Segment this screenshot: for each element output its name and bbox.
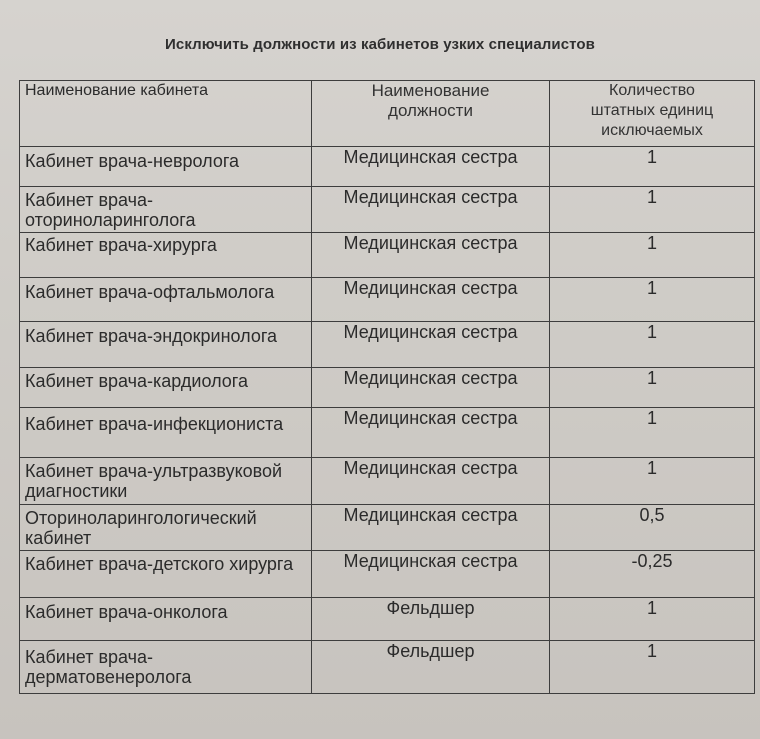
- cell-office: Кабинет врача-хирурга: [20, 233, 312, 278]
- cell-office: Кабинет врача-офтальмолога: [20, 278, 312, 322]
- cell-position: Медицинская сестра: [312, 408, 550, 458]
- cell-office: Кабинет врача-эндокринолога: [20, 322, 312, 368]
- header-count-line-2: штатных единиц: [590, 102, 714, 119]
- cell-count: 1: [550, 322, 755, 368]
- cell-office: Оториноларингологический кабинет: [20, 505, 312, 551]
- table-row: [20, 505, 755, 551]
- cell-count: 1: [550, 368, 755, 408]
- table-row: [20, 278, 755, 322]
- cell-count: 1: [550, 641, 755, 694]
- cell-office: Кабинет врача-ультразвуковой диагностики: [20, 458, 312, 505]
- cell-count: 1: [550, 598, 755, 641]
- table-row: [20, 458, 755, 505]
- cell-position: Фельдшер: [312, 641, 550, 694]
- header-office-name: Наименование кабинета: [20, 81, 312, 147]
- staff-table: [19, 80, 755, 694]
- table-header-row: [20, 81, 755, 147]
- cell-count: -0,25: [550, 551, 755, 598]
- cell-office: Кабинет врача-оториноларинголога: [20, 187, 312, 233]
- cell-position: Медицинская сестра: [312, 278, 550, 322]
- cell-position: Медицинская сестра: [312, 147, 550, 187]
- document-title: Исключить должности из кабинетов узких специалистов: [165, 36, 595, 53]
- cell-position: Медицинская сестра: [312, 368, 550, 408]
- cell-count: 1: [550, 408, 755, 458]
- table-row: [20, 641, 755, 694]
- table-row: [20, 322, 755, 368]
- header-position-line-1: Наименование: [371, 81, 490, 100]
- cell-count: 1: [550, 187, 755, 233]
- header-count-line-3: исключаемых: [601, 122, 703, 139]
- table-row: [20, 187, 755, 233]
- cell-position: Медицинская сестра: [312, 233, 550, 278]
- cell-office: Кабинет врача-онколога: [20, 598, 312, 641]
- cell-office: Кабинет врача-дерматовенеролога: [20, 641, 312, 694]
- header-staff-count: [550, 81, 755, 147]
- cell-count: 1: [550, 278, 755, 322]
- cell-office: Кабинет врача-инфекциониста: [20, 408, 312, 458]
- table-row: [20, 551, 755, 598]
- cell-count: 0,5: [550, 505, 755, 551]
- cell-count: 1: [550, 458, 755, 505]
- table-row: [20, 233, 755, 278]
- cell-position: Медицинская сестра: [312, 505, 550, 551]
- cell-count: 1: [550, 147, 755, 187]
- cell-position: Медицинская сестра: [312, 551, 550, 598]
- table-row: [20, 408, 755, 458]
- header-position-line-2: должности: [388, 101, 473, 120]
- cell-position: Фельдшер: [312, 598, 550, 641]
- table-row: [20, 368, 755, 408]
- cell-office: Кабинет врача-детского хирурга: [20, 551, 312, 598]
- header-count-line-1: Количество: [609, 82, 695, 99]
- table-row: [20, 147, 755, 187]
- table-row: [20, 598, 755, 641]
- cell-office: Кабинет врача-невролога: [20, 147, 312, 187]
- cell-position: Медицинская сестра: [312, 322, 550, 368]
- header-position-name: [312, 81, 550, 147]
- cell-count: 1: [550, 233, 755, 278]
- cell-position: Медицинская сестра: [312, 187, 550, 233]
- cell-office: Кабинет врача-кардиолога: [20, 368, 312, 408]
- cell-position: Медицинская сестра: [312, 458, 550, 505]
